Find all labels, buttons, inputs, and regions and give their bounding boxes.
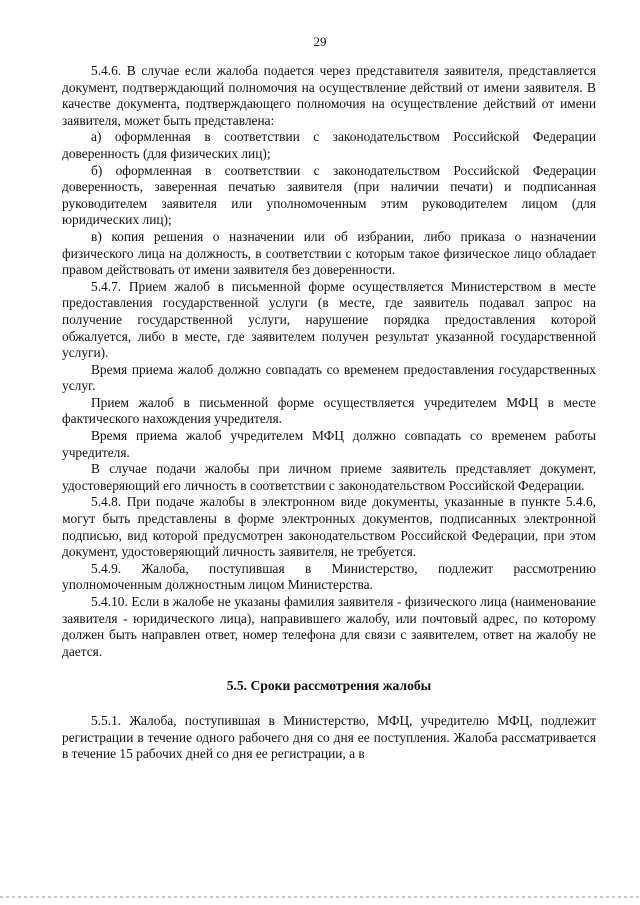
paragraph-item-a: а) оформленная в соответствии с законодательством Российской Федерации доверенность (для физических лиц); <box>62 129 596 161</box>
paragraph-5-4-9: 5.4.9. Жалоба, поступившая в Министерство, подлежит рассмотрению уполномоченным должностным лицом Министерства. <box>62 560 596 593</box>
paragraph-reception-time: Время приема жалоб должно совпадать со временем предоставления государственных услуг. <box>62 361 596 394</box>
paragraph-5-5-1: 5.5.1. Жалоба, поступившая в Министерство, МФЦ, учредителю МФЦ, подлежит регистрации в течение одного рабочего дня со дня ее поступления. Жалоба рассматривается в течение 15 рабочих дней со дня ее регистрации, а в <box>62 712 596 762</box>
scan-bottom-edge <box>0 896 640 898</box>
page-number: 29 <box>313 34 327 49</box>
paragraph-5-4-10: 5.4.10. Если в жалобе не указаны фамилия заявителя - физического лица (наименование заявителя - юридического лица), направившего жалобу, или почтовый адрес, по которому должен быть направлен ответ, номер телефона для связи с заявителем, ответ на жалобу не дается. <box>62 594 596 659</box>
paragraph-5-4-6: 5.4.6. В случае если жалоба подается через представителя заявителя, представляется документ, подтверждающий полномочия на осуществление действий от имени заявителя. В качестве документа, подтверждающего полномочия на осуществление действий от имени заявителя, может быть представлена: <box>62 63 596 128</box>
paragraph-personal-reception: В случае подачи жалобы при личном приеме заявитель представляет документ, удостоверяющий его личность в соответствии с законодательством Российской Федерации. <box>62 461 596 493</box>
paragraph-5-4-8: 5.4.8. При подаче жалобы в электронном виде документы, указанные в пункте 5.4.6, могут быть представлены в форме электронных документов, подписанных электронной подписью, вид которой предусмотрен законодательством Российской Федерации, при этом документ, удостоверяющий личность заявителя, не требуется. <box>62 494 596 560</box>
paragraph-5-4-7: 5.4.7. Прием жалоб в письменной форме осуществляется Министерством в месте предоставления государственной услуги (в месте, где заявитель подавал запрос на получение государственной услуги, нарушение порядка предоставления которой обжалуется, либо в месте, где заявителем получен результат указанной государственной услуги). <box>62 278 596 361</box>
section-heading: 5.5. Сроки рассмотрения жалобы <box>226 678 432 694</box>
paragraph-item-b: б) оформленная в соответствии с законодательством Российской Федерации доверенность, заверенная печатью заявителя (при наличии печати) и подписанная руководителем заявителя или уполномоченным этим руководителем лицом (для юридических лиц); <box>62 162 596 228</box>
paragraph-item-v: в) копия решения о назначении или об избрании, либо приказа о назначении физического лица на должность, в соответствии с которым такое физическое лицо обладает правом действовать от имени заявителя без доверенности. <box>62 228 596 278</box>
paragraph-mfc-reception-time: Время приема жалоб учредителем МФЦ должно совпадать со временем работы учредителя. <box>62 428 596 460</box>
document-body <box>62 63 596 763</box>
paragraph-mfc-reception: Прием жалоб в письменной форме осуществляется учредителем МФЦ в месте фактического нахождения учредителя. <box>62 394 596 427</box>
